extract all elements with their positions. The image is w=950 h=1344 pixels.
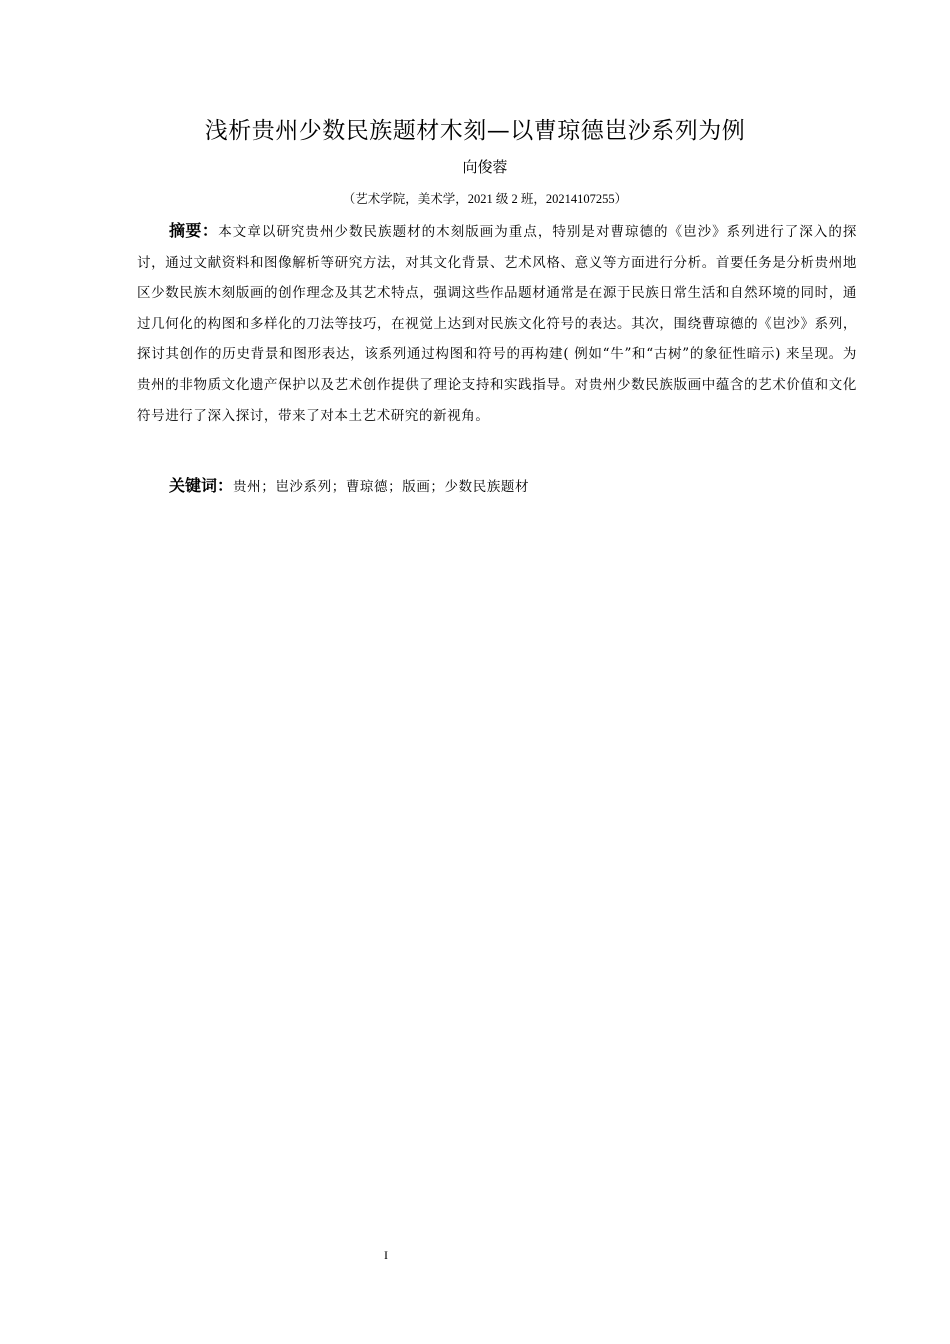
author-name: 向俊蓉 bbox=[462, 158, 508, 176]
keywords-line bbox=[169, 471, 859, 502]
paper-title: 浅析贵州少数民族题材木刻—以曹琼德岜沙系列为例 bbox=[204, 118, 746, 144]
keywords-text: 贵州；岜沙系列；曹琼德；版画；少数民族题材 bbox=[233, 479, 530, 495]
page-number: I bbox=[384, 1248, 388, 1262]
abstract-text: 本文章以研究贵州少数民族题材的木刻版画为重点，特别是对曹琼德的《岜沙》系列进行了深入的探讨，通过文献资料和图像解析等研究方法，对其文化背景、艺术风格、意义等方面进行分析。首要任务是分析贵州地区少数民族木刻版画的创作理念及其艺术特点，强调这些作品题材通常是在源于民族日常生活和自然环境的同时，通过几何化的构图和多样化的刀法等技巧，在视觉上达到对民族文化符号的表达。其次，围绕曹琼德的《岜沙》系列，探讨其创作的历史背景和图形表达，该系列通过构图和符号的再构建( 例如“牛”和“古树”的象征性暗示) 来呈现。为贵州的非物质文化遗产保护以及艺术创作提供了理论支持和实践指导。对贵州少数民族版画中蕴含的艺术价值和文化符号进行了深入探讨，带来了对本土艺术研究的新视角。 bbox=[137, 224, 857, 424]
abstract-paragraph bbox=[137, 216, 857, 431]
author-affiliation: （艺术学院，美术学，2021 级 2 班，20214107255） bbox=[342, 192, 628, 206]
keywords-label: 关键词： bbox=[169, 476, 234, 495]
abstract-label: 摘要： bbox=[169, 221, 219, 240]
